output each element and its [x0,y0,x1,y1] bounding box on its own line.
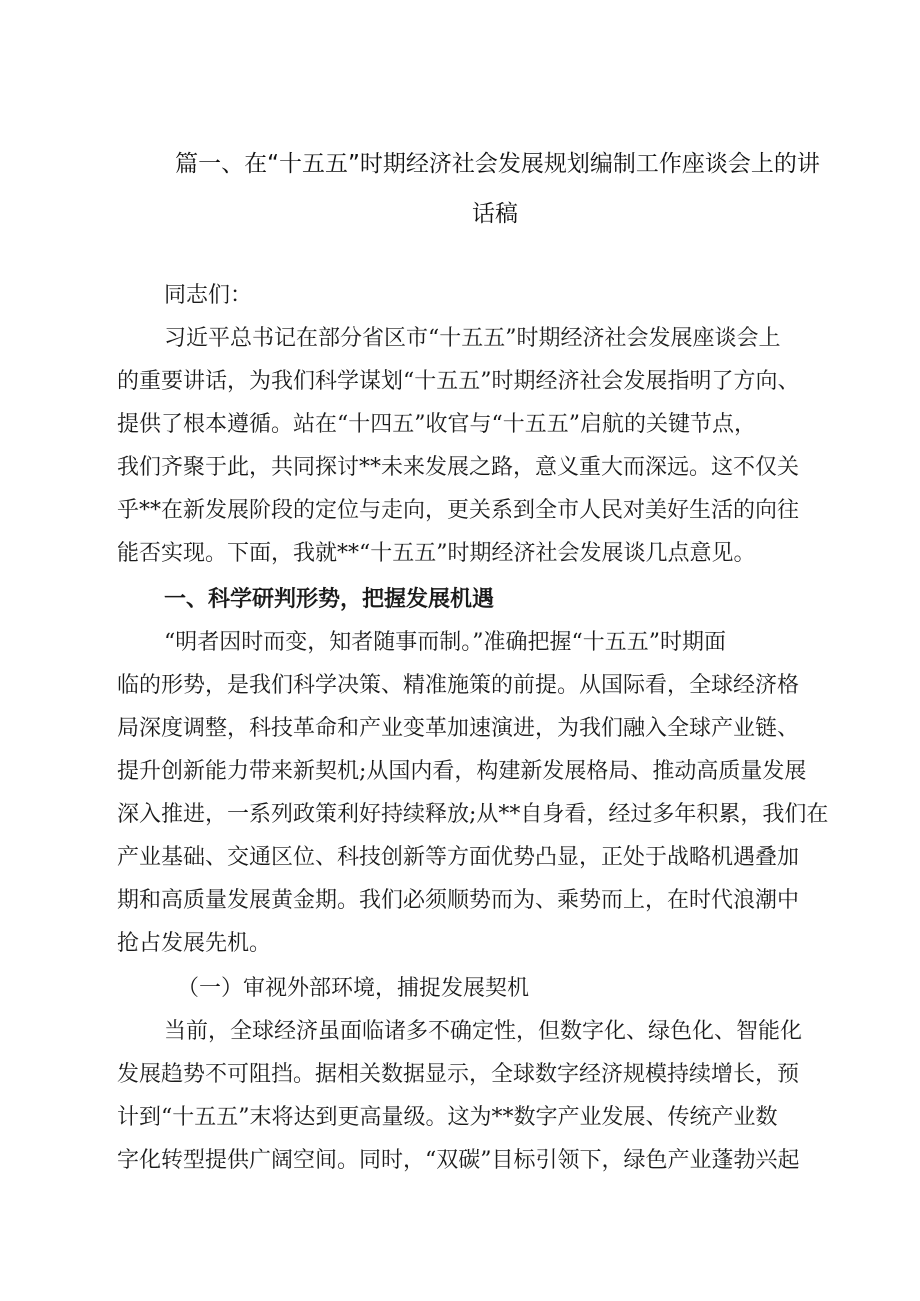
paragraph2-line: 提升创新能力带来新契机;从国内看，构建新发展格局、推动高质量发展 [117,759,807,784]
paragraph2-line: 产业基础、交通区位、科技创新等方面优势凸显，正处于战略机遇叠加 [117,845,800,870]
paragraph2-line: 期和高质量发展黄金期。我们必须顺势而为、乘势而上，在时代浪潮中 [117,888,800,913]
paragraph3-line: 计到“十五五”末将达到更高量级。这为**数字产业发展、传统产业数 [117,1105,778,1130]
section-heading-1: 一、科学研判形势，把握发展机遇 [164,587,495,612]
paragraph3-line: 字化转型提供广阔空间。同时，“双碳”目标引领下，绿色产业蓬勃兴起 [117,1148,800,1173]
subheading-1: （一）审视外部环境，捕捉发展契机 [177,976,530,1001]
paragraph2-line: “明者因时而变，知者随事而制。”准确把握“十五五”时期面 [164,630,726,655]
paragraph1-line: 提供了根本遵循。站在“十四五”收官与“十五五”启航的关键节点， [117,412,756,437]
paragraph3-line: 发展趋势不可阻挡。据相关数据显示，全球数字经济规模持续增长，预 [117,1062,800,1087]
salutation: 同志们： [164,283,253,308]
paragraph1-line: 乎**在新发展阶段的定位与走向，更关系到全市人民对美好生活的向往 [117,498,800,523]
paragraph2-line: 临的形势，是我们科学决策、精准施策的前提。从国际看，全球经济格 [117,673,800,698]
paragraph2-line: 抢占发展先机。 [117,931,272,956]
paragraph3-line: 当前，全球经济虽面临诸多不确定性，但数字化、绿色化、智能化 [164,1019,803,1044]
paragraph1-line: 的重要讲话，为我们科学谋划“十五五”时期经济社会发展指明了方向、 [117,369,800,394]
paragraph1-line: 习近平总书记在部分省区市“十五五”时期经济社会发展座谈会上 [164,326,781,351]
document-title-line2: 话稿 [472,201,518,227]
paragraph2-line: 深入推进，一系列政策利好持续释放;从**自身看，经过多年积累，我们在 [117,802,829,827]
document-title-line1: 篇一、在“十五五”时期经济社会发展规划编制工作座谈会上的讲 [175,151,820,177]
paragraph1-line: 我们齐聚于此，共同探讨**未来发展之路，意义重大而深远。这不仅关 [117,455,800,480]
paragraph2-line: 局深度调整，科技革命和产业变革加速演进，为我们融入全球产业链、 [117,716,800,741]
paragraph1-line: 能否实现。下面，我就**“十五五”时期经济社会发展谈几点意见。 [117,541,756,566]
